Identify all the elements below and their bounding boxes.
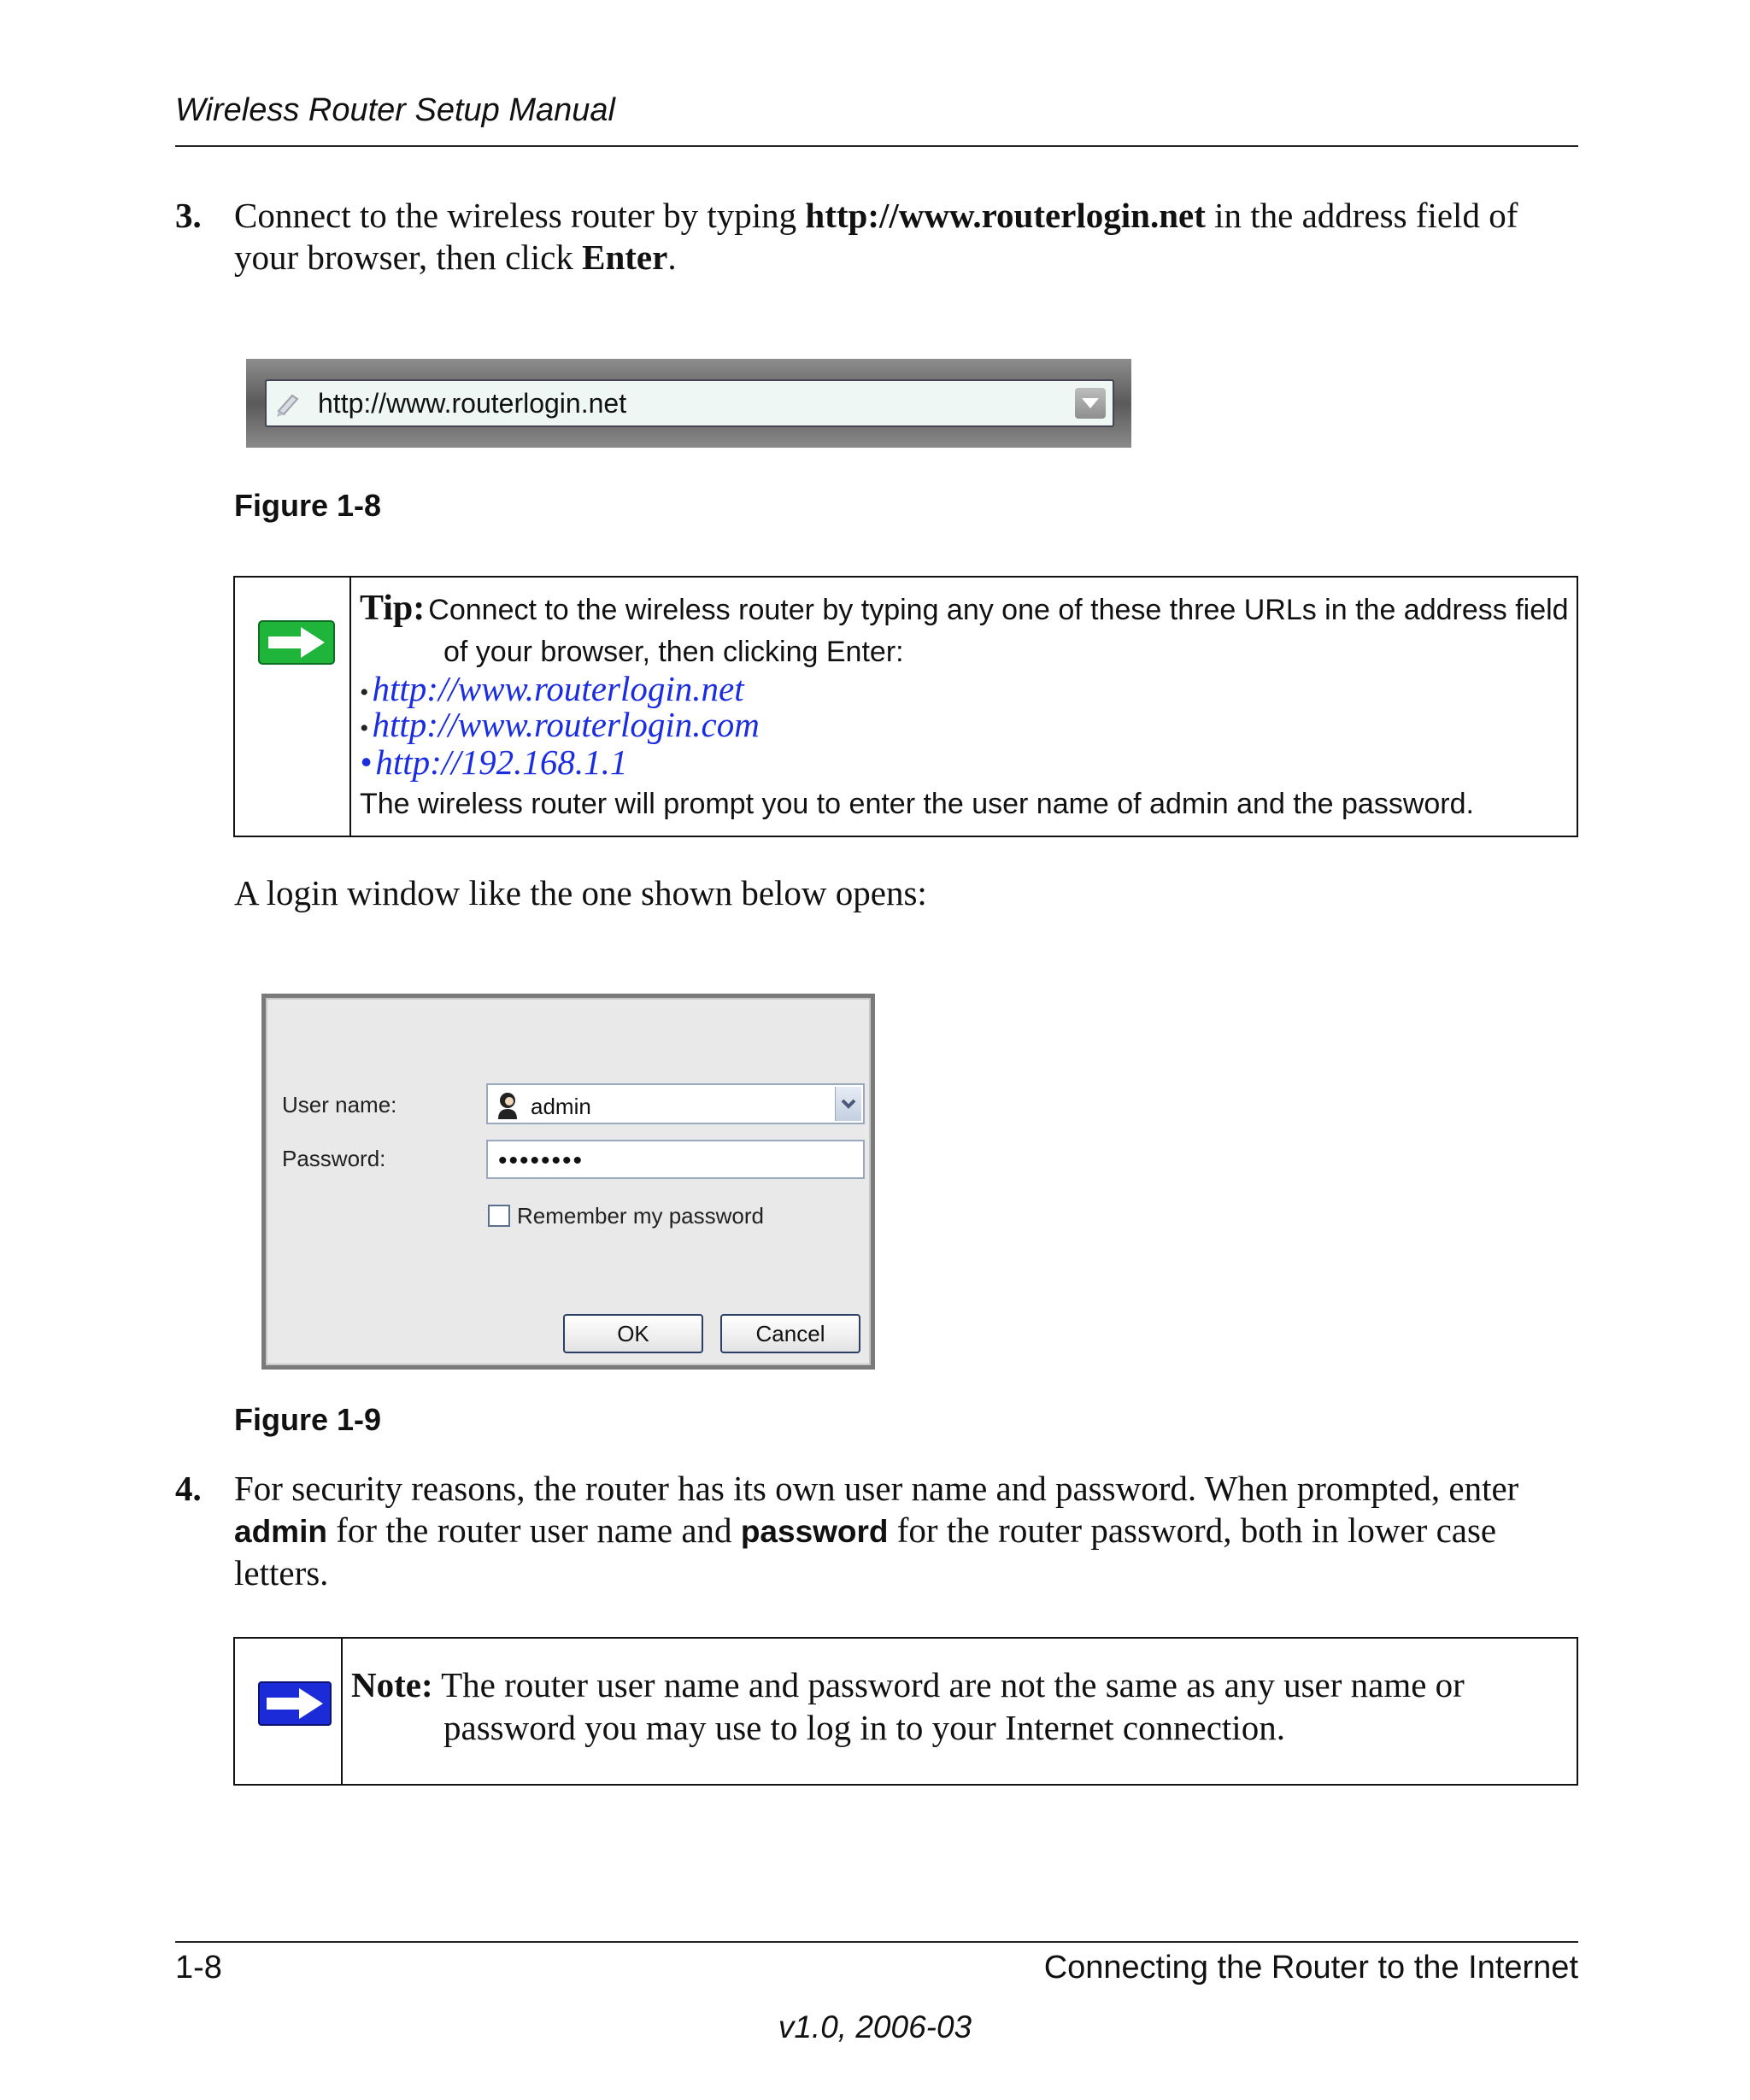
- step-4-text-part: for the router user name and: [326, 1510, 741, 1550]
- chevron-down-icon[interactable]: [835, 1087, 861, 1121]
- step-4-admin: admin: [234, 1514, 327, 1549]
- password-label: Password:: [282, 1146, 386, 1171]
- tip-line-1: [360, 588, 1569, 629]
- tip-label: Tip:: [360, 589, 426, 628]
- login-intro: A login window like the one shown below opens:: [234, 873, 927, 912]
- version: v1.0, 2006-03: [778, 2009, 972, 2044]
- bullet: •: [360, 714, 369, 742]
- user-name-combo[interactable]: [486, 1083, 865, 1124]
- page-icon: [273, 389, 304, 419]
- page-number: 1-8: [175, 1950, 222, 1986]
- address-field[interactable]: [265, 379, 1114, 427]
- note-arrow-icon: [258, 1681, 332, 1730]
- step-3-text-part: Connect to the wireless router by typing: [234, 196, 806, 235]
- note-box-divider: [341, 1639, 343, 1784]
- step-3-url: http://www.routerlogin.net: [805, 196, 1206, 235]
- tip-link[interactable]: http://192.168.1.1: [375, 742, 628, 782]
- note-line-1: [351, 1664, 1465, 1705]
- password-value: ••••••••: [498, 1147, 584, 1175]
- tip-line-2: of your browser, then clicking Enter:: [443, 636, 904, 668]
- user-icon: [495, 1090, 520, 1123]
- step-3-text-part: .: [667, 238, 677, 277]
- address-url: http://www.routerlogin.net: [318, 388, 627, 419]
- header-rule: [175, 145, 1578, 147]
- password-field[interactable]: [486, 1140, 865, 1179]
- remember-checkbox[interactable]: [488, 1205, 510, 1227]
- tip-box: [233, 576, 1578, 837]
- step-4-text: [234, 1468, 1584, 1594]
- footer-rule: [175, 1941, 1578, 1943]
- figure-1-9-caption: Figure 1-9: [234, 1402, 382, 1437]
- tip-link-row: [360, 668, 744, 709]
- login-dialog: [261, 994, 875, 1370]
- running-header: Wireless Router Setup Manual: [175, 92, 616, 128]
- tip-link[interactable]: http://www.routerlogin.com: [372, 705, 760, 744]
- step-3-text-part: your browser, then click: [234, 238, 583, 277]
- figure-1-8-caption: Figure 1-8: [234, 488, 382, 523]
- note-label: Note:: [351, 1665, 433, 1704]
- bullet: •: [360, 742, 373, 782]
- dropdown-arrow-icon[interactable]: [1075, 388, 1106, 419]
- step-3-enter: Enter: [582, 238, 668, 277]
- note-line-2: password you may use to log in to your Internet connection.: [443, 1708, 1285, 1747]
- step-4-number: 4.: [175, 1469, 202, 1508]
- bullet: •: [360, 678, 369, 707]
- step-3-text-part: in the address field of: [1205, 196, 1518, 235]
- tip-link-row: [360, 704, 760, 745]
- note-box: [233, 1637, 1578, 1786]
- tip-link-row: [360, 742, 627, 783]
- step-4-text-part: letters.: [234, 1553, 329, 1593]
- step-3-number: 3.: [175, 196, 202, 235]
- tip-footer: The wireless router will prompt you to enter the user name of admin and the password.: [360, 788, 1474, 820]
- ok-button[interactable]: OK: [563, 1314, 703, 1353]
- tip-text: Connect to the wireless router by typing any one of these three URLs in the address field: [428, 594, 1569, 626]
- user-name-label: User name:: [282, 1092, 397, 1117]
- cancel-button[interactable]: Cancel: [720, 1314, 860, 1353]
- note-text: The router user name and password are not the same as any user name or: [441, 1665, 1465, 1704]
- step-3-text: [234, 195, 1584, 279]
- remember-label: Remember my password: [517, 1203, 764, 1229]
- step-4-text-part: for the router password, both in lower case: [888, 1510, 1497, 1550]
- user-name-value: admin: [531, 1094, 591, 1119]
- address-bar-screenshot: [246, 359, 1131, 448]
- tip-link[interactable]: http://www.routerlogin.net: [372, 669, 744, 708]
- step-4-text-part: For security reasons, the router has its own user name and password. When prompted, enter: [234, 1469, 1519, 1508]
- step-4-password: password: [740, 1514, 889, 1549]
- tip-arrow-icon: [258, 620, 335, 669]
- chapter-title: Connecting the Router to the Internet: [1043, 1950, 1578, 1986]
- tip-box-divider: [349, 578, 351, 836]
